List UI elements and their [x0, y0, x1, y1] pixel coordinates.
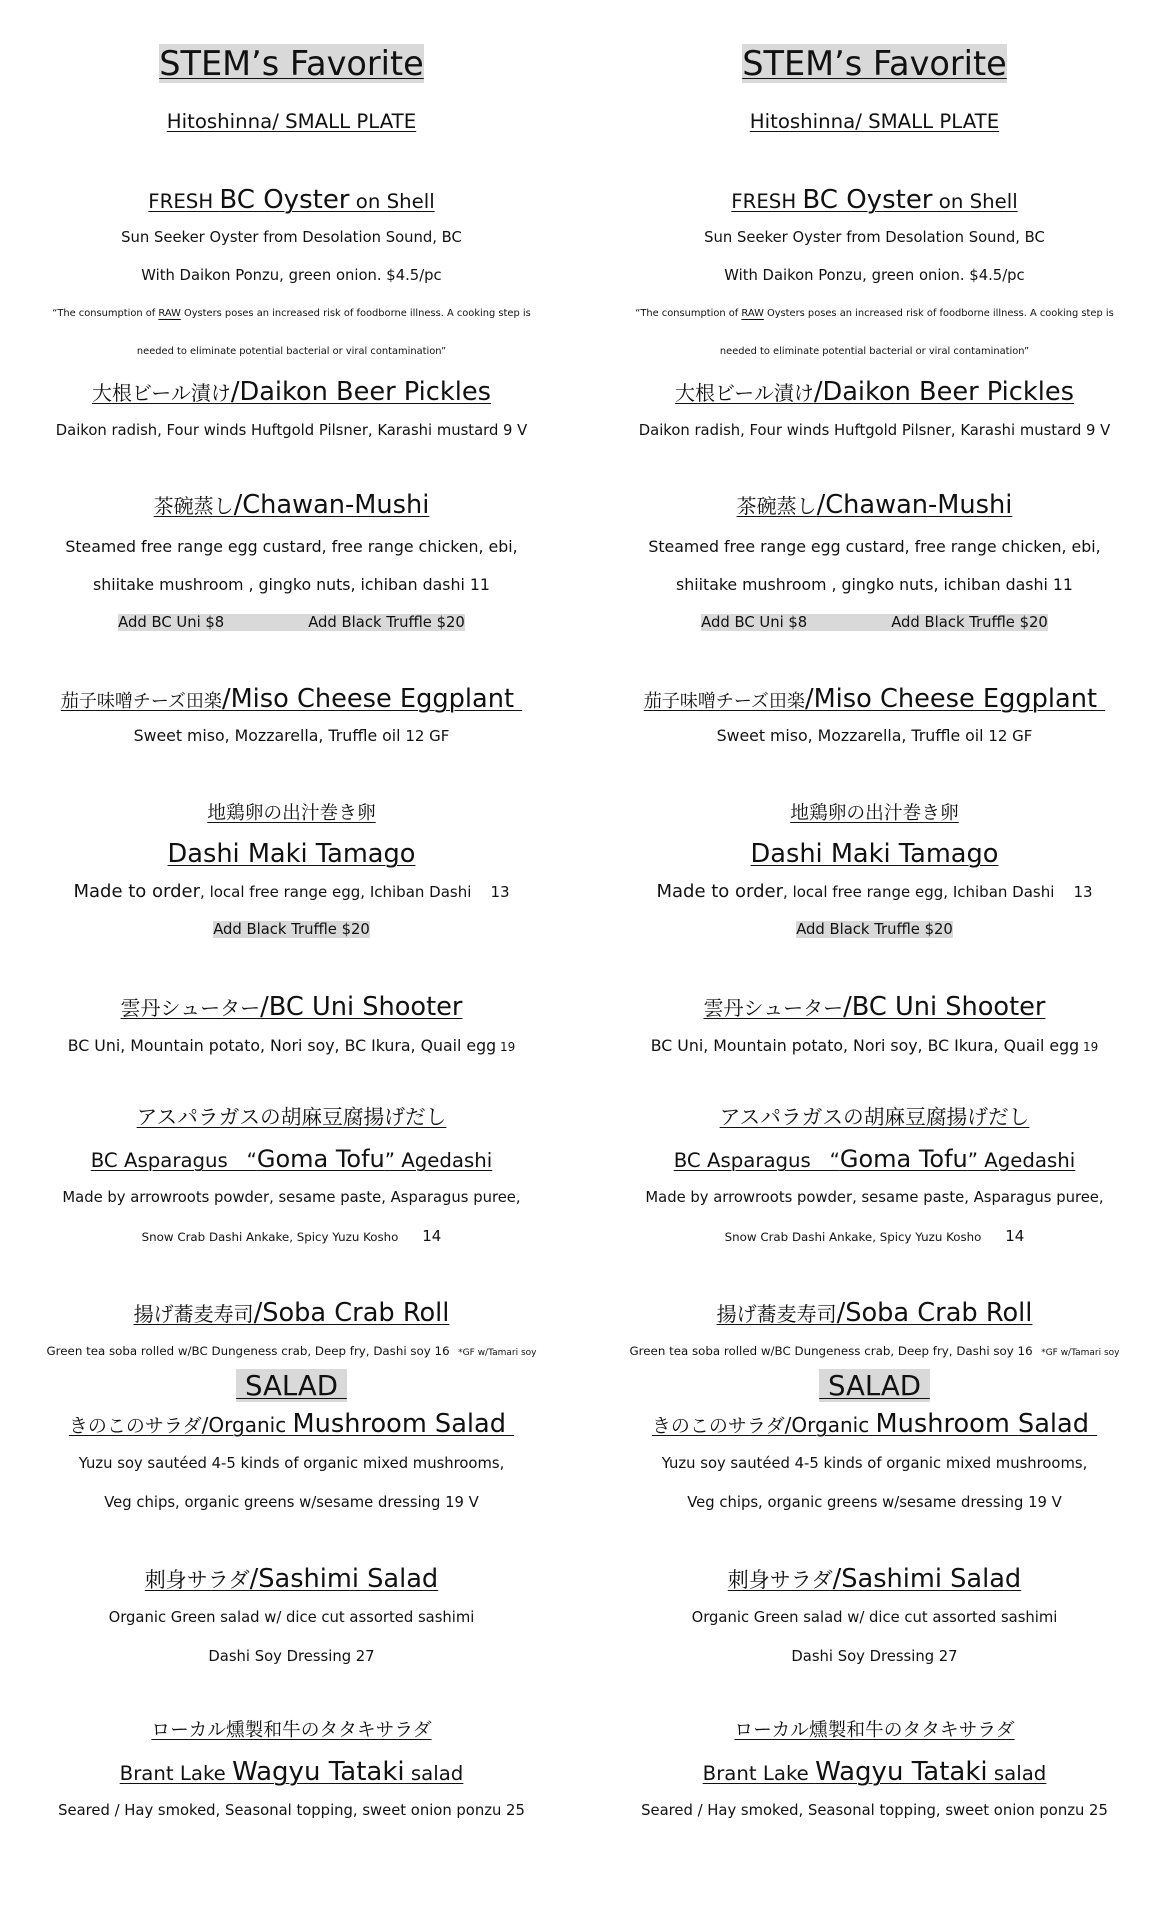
item-sashimi-desc: Organic Green salad w/ dice cut assorted sashimi — [108, 1609, 475, 1626]
raw-oyster-warning-2: needed to eliminate potential bacterial or viral contamination” — [719, 346, 1030, 357]
item-sashimi-desc: Organic Green salad w/ dice cut assorted sashimi — [691, 1609, 1058, 1626]
item-wagyu-desc: Seared / Hay smoked, Seasonal topping, sweet onion ponzu 25 — [641, 1802, 1108, 1819]
item-tamago-title: Dashi Maki Tamago — [750, 839, 999, 869]
addon-bc-uni: Add BC Uni $8 — [118, 614, 225, 631]
item-goma-jp: アスパラガスの胡麻豆腐揚げだし — [719, 1105, 1030, 1129]
item-oyster-price: With Daikon Ponzu, green onion. $4.5/pc — [141, 267, 442, 284]
item-soba-desc: Green tea soba rolled w/BC Dungeness crab, Deep fry, Dashi soy 16 *GF w/Tamari soy — [629, 1344, 1120, 1358]
addon-black-truffle: Add Black Truffle $20 — [891, 614, 1048, 631]
item-mushroom-title: きのこのサラダ/Organic Mushroom Salad — [68, 1409, 515, 1439]
item-eggplant-title: 茄子味噌チーズ田楽/Miso Cheese Eggplant — [60, 684, 523, 714]
item-goma-title: BC Asparagus “Goma Tofu” Agedashi — [90, 1145, 493, 1173]
item-mushroom-desc: Yuzu soy sautéed 4-5 kinds of organic mixed mushrooms, — [661, 1455, 1088, 1472]
item-pickles-title: 大根ビール漬け/Daikon Beer Pickles — [675, 377, 1074, 407]
item-tamago-addon: Add Black Truffle $20 — [796, 921, 953, 938]
item-tamago-addon: Add Black Truffle $20 — [213, 921, 370, 938]
item-wagyu-title: Brant Lake Wagyu Tataki salad — [119, 1757, 464, 1787]
item-oyster-price: With Daikon Ponzu, green onion. $4.5/pc — [724, 267, 1025, 284]
item-eggplant-desc: Sweet miso, Mozzarella, Truffle oil 12 GF — [133, 726, 450, 745]
item-wagyu-desc: Seared / Hay smoked, Seasonal topping, sweet onion ponzu 25 — [58, 1802, 525, 1819]
item-goma-title: BC Asparagus “Goma Tofu” Agedashi — [673, 1145, 1076, 1173]
menu-page-right — [583, 0, 1166, 1920]
item-wagyu-jp: ローカル燻製和牛のタタキサラダ — [151, 1720, 432, 1741]
item-oyster-desc: Sun Seeker Oyster from Desolation Sound, BC — [121, 229, 462, 246]
item-chawan-addons — [0, 614, 583, 631]
item-chawan-title: 茶碗蒸し/Chawan-Mushi — [736, 490, 1013, 520]
raw-oyster-warning: “The consumption of RAW Oysters poses an increased risk of foodborne illness. A cooking step is — [52, 308, 531, 319]
item-tamago-desc: Made to order, local free range egg, Ichiban Dashi 13 — [73, 881, 510, 902]
item-eggplant-title: 茄子味噌チーズ田楽/Miso Cheese Eggplant — [643, 684, 1106, 714]
item-uni-desc: BC Uni, Mountain potato, Nori soy, BC Ikura, Quail egg 19 — [650, 1036, 1099, 1055]
item-wagyu-jp: ローカル燻製和牛のタタキサラダ — [734, 1720, 1015, 1741]
item-soba-title: 揚げ蕎麦寿司/Soba Crab Roll — [716, 1298, 1033, 1328]
section-small-plate: Hitoshinna/ SMALL PLATE — [166, 110, 417, 133]
item-tamago-desc: Made to order, local free range egg, Ichiban Dashi 13 — [656, 881, 1093, 902]
item-oyster-desc: Sun Seeker Oyster from Desolation Sound, BC — [704, 229, 1045, 246]
item-tamago-jp: 地鶏卵の出汁巻き卵 — [790, 803, 959, 824]
item-sashimi-desc-2: Dashi Soy Dressing 27 — [791, 1648, 958, 1665]
item-mushroom-desc-2: Veg chips, organic greens w/sesame dressing 19 V — [104, 1494, 479, 1511]
item-pickles-title: 大根ビール漬け/Daikon Beer Pickles — [92, 377, 491, 407]
item-uni-title: 雲丹シューター/BC Uni Shooter — [120, 992, 463, 1022]
menu-title: STEM’s Favorite — [742, 44, 1007, 83]
section-small-plate: Hitoshinna/ SMALL PLATE — [749, 110, 1000, 133]
item-chawan-addons — [583, 614, 1166, 631]
item-tamago-title: Dashi Maki Tamago — [167, 839, 416, 869]
item-mushroom-desc-2: Veg chips, organic greens w/sesame dressing 19 V — [687, 1494, 1062, 1511]
item-chawan-title: 茶碗蒸し/Chawan-Mushi — [153, 490, 430, 520]
item-goma-desc-2: Snow Crab Dashi Ankake, Spicy Yuzu Kosho 14 — [141, 1227, 442, 1245]
item-oyster-title: FRESH BC Oyster on Shell — [731, 185, 1018, 215]
item-uni-desc: BC Uni, Mountain potato, Nori soy, BC Ikura, Quail egg 19 — [67, 1036, 516, 1055]
item-uni-title: 雲丹シューター/BC Uni Shooter — [703, 992, 1046, 1022]
item-chawan-desc: Steamed free range egg custard, free range chicken, ebi, — [65, 537, 518, 556]
item-tamago-jp: 地鶏卵の出汁巻き卵 — [207, 803, 376, 824]
item-pickles-desc: Daikon radish, Four winds Huftgold Pilsner, Karashi mustard 9 V — [638, 422, 1111, 439]
item-goma-desc: Made by arrowroots powder, sesame paste, Asparagus puree, — [62, 1189, 521, 1206]
item-chawan-desc-2: shiitake mushroom , gingko nuts, ichiban dashi 11 — [676, 575, 1073, 594]
item-eggplant-desc: Sweet miso, Mozzarella, Truffle oil 12 GF — [716, 726, 1033, 745]
item-oyster-title: FRESH BC Oyster on Shell — [148, 185, 435, 215]
item-pickles-desc: Daikon radish, Four winds Huftgold Pilsner, Karashi mustard 9 V — [55, 422, 528, 439]
item-sashimi-title: 刺身サラダ/Sashimi Salad — [727, 1564, 1022, 1594]
item-wagyu-title: Brant Lake Wagyu Tataki salad — [702, 1757, 1047, 1787]
item-goma-desc: Made by arrowroots powder, sesame paste, Asparagus puree, — [645, 1189, 1104, 1206]
menu-title: STEM’s Favorite — [159, 44, 424, 83]
item-mushroom-title: きのこのサラダ/Organic Mushroom Salad — [651, 1409, 1098, 1439]
addon-black-truffle: Add Black Truffle $20 — [308, 614, 465, 631]
section-salad: SALAD — [819, 1369, 930, 1402]
item-soba-title: 揚げ蕎麦寿司/Soba Crab Roll — [133, 1298, 450, 1328]
item-mushroom-desc: Yuzu soy sautéed 4-5 kinds of organic mixed mushrooms, — [78, 1455, 505, 1472]
item-goma-desc-2: Snow Crab Dashi Ankake, Spicy Yuzu Kosho 14 — [724, 1227, 1025, 1245]
section-salad: SALAD — [236, 1369, 347, 1402]
raw-oyster-warning-2: needed to eliminate potential bacterial or viral contamination” — [136, 346, 447, 357]
addon-bc-uni: Add BC Uni $8 — [701, 614, 808, 631]
item-soba-desc: Green tea soba rolled w/BC Dungeness crab, Deep fry, Dashi soy 16 *GF w/Tamari soy — [46, 1344, 537, 1358]
raw-oyster-warning: “The consumption of RAW Oysters poses an increased risk of foodborne illness. A cooking step is — [635, 308, 1114, 319]
item-sashimi-title: 刺身サラダ/Sashimi Salad — [144, 1564, 439, 1594]
item-chawan-desc: Steamed free range egg custard, free range chicken, ebi, — [648, 537, 1101, 556]
item-chawan-desc-2: shiitake mushroom , gingko nuts, ichiban dashi 11 — [93, 575, 490, 594]
item-goma-jp: アスパラガスの胡麻豆腐揚げだし — [136, 1105, 447, 1129]
item-sashimi-desc-2: Dashi Soy Dressing 27 — [208, 1648, 375, 1665]
